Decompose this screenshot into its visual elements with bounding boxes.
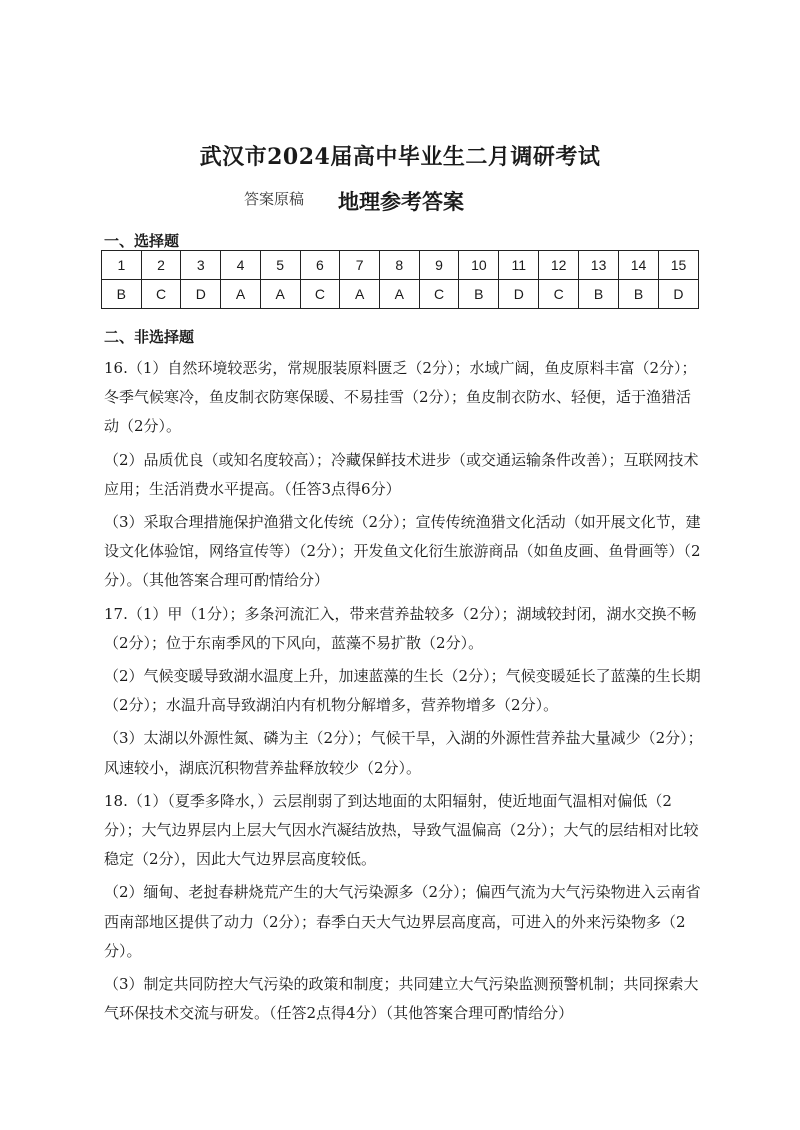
draft-label: 答案原稿 — [244, 190, 305, 208]
answer-cell: A — [340, 280, 380, 309]
section-heading-non-choice: 二、非选择题 — [104, 328, 195, 346]
answer-cell: D — [499, 280, 539, 309]
answer-cell: B — [579, 280, 619, 309]
answer-cell: B — [459, 280, 499, 309]
page-subtitle: 地理参考答案 — [338, 189, 464, 214]
answer-cell: D — [658, 280, 698, 309]
page-title: 武汉市2024届高中毕业生二月调研考试 — [199, 144, 601, 170]
answer-table-answer-row — [102, 280, 699, 309]
question-number: 15 — [658, 251, 698, 280]
answer-paragraph-16-1: 16.（1）自然环境较恶劣，常规服装原料匮乏（2分）；水域广阔，鱼皮原料丰富（2分）；冬季气候寒冷，鱼皮制衣防寒保暖、不易挂雪（2分）；鱼皮制衣防水、轻便，适于渔猎活动（2分）。 — [104, 359, 697, 436]
answer-body — [104, 354, 704, 1032]
answer-paragraph-18-1: 18.（1）（夏季多降水，）云层削弱了到达地面的太阳辐射，使近地面气温相对偏低（2分）；大气边界层内上层大气因水汽凝结放热，导致气温偏高（2分）；大气的层结相对比较稳定（2分），因此大气边界层高度较低。 — [104, 791, 699, 869]
question-number: 3 — [181, 251, 221, 280]
answer-paragraph-17-3: （3）太湖以外源性氮、磷为主（2分）；气候干旱，入湖的外源性营养盐大量减少（2分）；风速较小，湖底沉积物营养盐释放较少（2分）。 — [104, 729, 703, 777]
answer-paragraph-16-2: （2）品质优良（或知名度较高）；冷藏保鲜技术进步（或交通运输条件改善）；互联网技术应用；生活消费水平提高。（任答3点得6分） — [104, 450, 699, 498]
question-number: 10 — [459, 251, 499, 280]
answer-cell: C — [419, 280, 459, 309]
section-heading-choice: 一、选择题 — [104, 232, 180, 250]
answer-cell: A — [221, 280, 261, 309]
answer-cell: C — [539, 280, 579, 309]
answer-cell: A — [379, 280, 419, 309]
answer-cell: A — [260, 280, 300, 309]
answer-cell: D — [181, 280, 221, 309]
question-number: 12 — [539, 251, 579, 280]
answer-cell: B — [619, 280, 659, 309]
answer-paragraph-18-3: （3）制定共同防控大气污染的政策和制度；共同建立大气污染监测预警机制；共同探索大气环保技术交流与研发。（任答2点得4分）（其他答案合理可酌情给分） — [104, 975, 699, 1023]
answer-paragraph-17-1: 17.（1）甲（1分）；多条河流汇入，带来营养盐较多（2分）；湖域较封闭，湖水交换不畅（2分）；位于东南季风的下风向，蓝藻不易扩散（2分）。 — [104, 604, 697, 652]
question-number: 1 — [102, 251, 142, 280]
question-number: 13 — [579, 251, 619, 280]
question-number: 2 — [141, 251, 181, 280]
question-number: 7 — [340, 251, 380, 280]
answer-paragraph-17-2: （2）气候变暖导致湖水温度上升，加速蓝藻的生长（2分）；气候变暖延长了蓝藻的生长期（2分）；水温升高导致湖泊内有机物分解增多，营养物增多（2分）。 — [104, 667, 701, 715]
question-number: 5 — [260, 251, 300, 280]
question-number: 6 — [300, 251, 340, 280]
question-number: 11 — [499, 251, 539, 280]
answer-cell: B — [102, 280, 142, 309]
question-number: 4 — [221, 251, 261, 280]
answer-cell: C — [141, 280, 181, 309]
question-number: 8 — [379, 251, 419, 280]
question-number: 9 — [419, 251, 459, 280]
answer-paragraph-16-3: （3）采取合理措施保护渔猎文化传统（2分）；宣传传统渔猎文化活动（如开展文化节，建设文化体验馆，网络宣传等）（2分）；开发鱼文化衍生旅游商品（如鱼皮画、鱼骨画等）（2分）。（其他答案合理可酌情给分） — [104, 513, 701, 590]
answer-paragraph-18-2: （2）缅甸、老挝春耕烧荒产生的大气污染源多（2分）；偏西气流为大气污染物进入云南省西南部地区提供了动力（2分）；春季白天大气边界层高度高，可进入的外来污染物多（2分）。 — [104, 883, 701, 960]
answer-cell: C — [300, 280, 340, 309]
answer-table-number-row — [102, 251, 699, 280]
answer-table — [101, 250, 699, 309]
question-number: 14 — [619, 251, 659, 280]
